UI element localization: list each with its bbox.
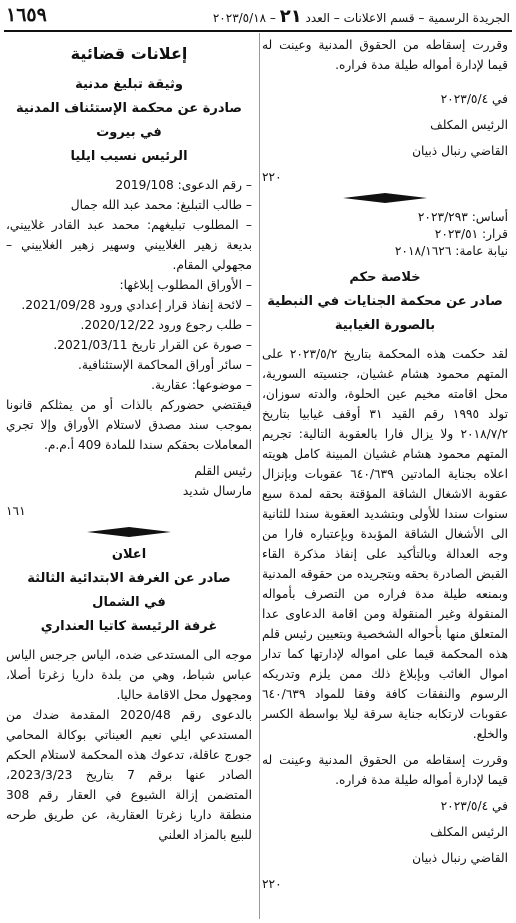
separator-ornament xyxy=(343,193,427,203)
notice-title: اعلان xyxy=(111,547,147,562)
notice-body: بالدعوى رقم 2020/48 المقدمة ضدك من المستدعي ايلي نعيم العيناتي بوكالة المحامي جورج عاقلة، تدعوك هذه المحكمة لاستلام الحكم الصادر عنها برقم 7 بتاريخ 2023/3/23، المتضمن إزالة الشيوع في العقار رقم 308 منطقة داريا زغرتا العقارية، عن طريق طرحه للبيع بالمزاد العلني xyxy=(6,708,252,842)
column-divider xyxy=(259,33,260,919)
court-name: صادرة عن محكمة الإستئناف المدنية xyxy=(16,101,242,116)
signer-name: القاضي رنبال ذبيان xyxy=(412,851,508,865)
paragraph: وقررت إسقاطه من الحقوق المدنية وعينت له قيما لإدارة أمواله طيلة مدة فراره. xyxy=(262,753,508,787)
page-number: ١٦٥٩ xyxy=(6,4,47,26)
separator-ornament xyxy=(87,527,171,537)
court-name: صادر عن الغرفة الابتدائية الثالثة xyxy=(27,571,231,586)
notice-number: ٢٢٠ xyxy=(262,877,282,891)
date-line: في ٢٠٢٣/٥/٤ xyxy=(440,799,508,813)
header-rule xyxy=(4,30,512,32)
reference-basis: أساس: ٢٠٢٣/٢٩٣ xyxy=(417,210,508,224)
addressee-paragraph: موجه الى المستدعى ضده، الياس جرجس الياس عباس شباط، وهي من بلدة داريا زغرتا أصلا، ومجهول محل الاقامة حاليا. xyxy=(6,648,252,702)
paragraph: وقررت إسقاطه من الحقوق المدنية وعينت له قيما لإدارة أمواله طيلة مدة فراره. xyxy=(262,38,508,72)
papers-heading: – الأوراق المطلوب إبلاغها: xyxy=(119,278,252,292)
signer-title: الرئيس المكلف xyxy=(430,118,508,132)
signer-name: القاضي رنبال ذبيان xyxy=(412,144,508,158)
issue-number: ٢١ xyxy=(279,6,302,27)
paper-item: – لائحة إنفاذ قرار إعدادي ورود 2021/09/28. xyxy=(21,298,252,312)
gazette-header xyxy=(70,6,510,27)
paper-item: – طلب رجوع ورود 2020/12/22. xyxy=(80,318,252,332)
targets: – المطلوب تبليغهم: محمد عبد القادر غلاييني، بديعة زهير الغلاييني وسهير زهير الغلاييني – مجهولي المقام. xyxy=(6,218,252,272)
notice-number: ٢٢٠ xyxy=(262,170,282,184)
paper-item: – صورة عن القرار تاريخ 2021/03/11. xyxy=(53,338,252,352)
issue-date: – ٢٠٢٣/٥/١٨ xyxy=(212,11,276,25)
section-subtitle: صادر عن محكمة الجنايات في النبطية xyxy=(267,294,503,309)
subject: – موضوعها: عقارية. xyxy=(151,378,252,392)
publication-title: الجريدة الرسمية – قسم الاعلانات – العدد xyxy=(305,11,510,25)
date-line: في ٢٠٢٣/٥/٤ xyxy=(440,92,508,106)
clerk-name: مارسال شديد xyxy=(182,484,252,498)
requester: – طالب التبليغ: محمد عبد الله جمال xyxy=(70,198,252,212)
notice-title: وثيقة تبليغ مدنية xyxy=(75,77,183,92)
section-subtitle: بالصورة الغيابية xyxy=(334,318,436,333)
left-column xyxy=(6,35,252,845)
city: في بيروت xyxy=(96,125,162,140)
judgment-body: لقد حكمت هذه المحكمة بتاريخ ٢٠٢٣/٥/٢ على المتهم محمود هشام غشيان، جنسيته السورية، محل اقامته مخيم عين الحلوة، والدته سوزان، تولد ١٩٩٥ رقم القيد ٣١ أوقف غيابيا بتاريخ ٢٠١٨/٧/٢ ولا يزال فارا بالعقوبة التالية: تجريم المتهم محمود هشام غشيان المبينة كامل هويته اعلاه بجناية المادتين ٦٤٠/٦٣٩ عقوبات وبإنزال عقوبة الاشغال الشاقة المؤقتة بحقه لمدة سبع سنوات سندا للأولى وبتشديد العقوبة سندا للثانية الى الأشغال الشاقة المؤبدة وبإعتباره فارا من وجه العدالة وبالتأكيد على إنفاذ مذكرة القاء القبض الصادرة بحقه وبتجريده من حقوقه المدنية وبمنعه طيلة مدة فراره من التصرف بأمواله المنقولة وغير المنقولة ومن اقامة الدعاوى عدا المتعلق منها بأحواله الشخصية وبتعيين رئيس قلم هذه المحكمة قيما على امواله لإدارتها كما تدار اموال الغائب وبإبلاغ ذلك ممن يلزم وتدريكه الرسوم والنفقات كافة وفقا للمواد ٦٤٠/٦٣٩ عقوبات لارتكابه جناية سرقة ليلا بواسطة الكسر والخلع. xyxy=(262,347,509,741)
president-name: الرئيس نسيب ايليا xyxy=(70,149,188,164)
case-number: – رقم الدعوى: 2019/108 xyxy=(115,178,252,192)
region: في الشمال xyxy=(92,595,166,610)
president-name: غرفة الرئيسة كاتيا العنداري xyxy=(40,619,218,634)
closing-paragraph: فيقتضي حضوركم بالذات أو من يمثلكم قانونا بموجب سند مصدق لاستلام الأوراق وإلا تجري المعاملات بحقكم سندا للمادة 409 أ.م.م. xyxy=(6,398,252,452)
paper-item: – سائر أوراق المحاكمة الإستئنافية. xyxy=(78,358,252,372)
section-title: إعلانات قضائية xyxy=(70,44,188,63)
right-column xyxy=(262,35,508,894)
notice-number: ١٦١ xyxy=(6,504,26,518)
clerk-title: رئيس القلم xyxy=(194,464,252,478)
section-title: خلاصة حكم xyxy=(349,270,421,285)
signer-title: الرئيس المكلف xyxy=(430,825,508,839)
reference-prosecution: نيابة عامة: ٢٠١٨/١٦٢٦ xyxy=(394,244,508,258)
reference-decision: قرار: ٢٠٢٣/٥١ xyxy=(434,227,508,241)
